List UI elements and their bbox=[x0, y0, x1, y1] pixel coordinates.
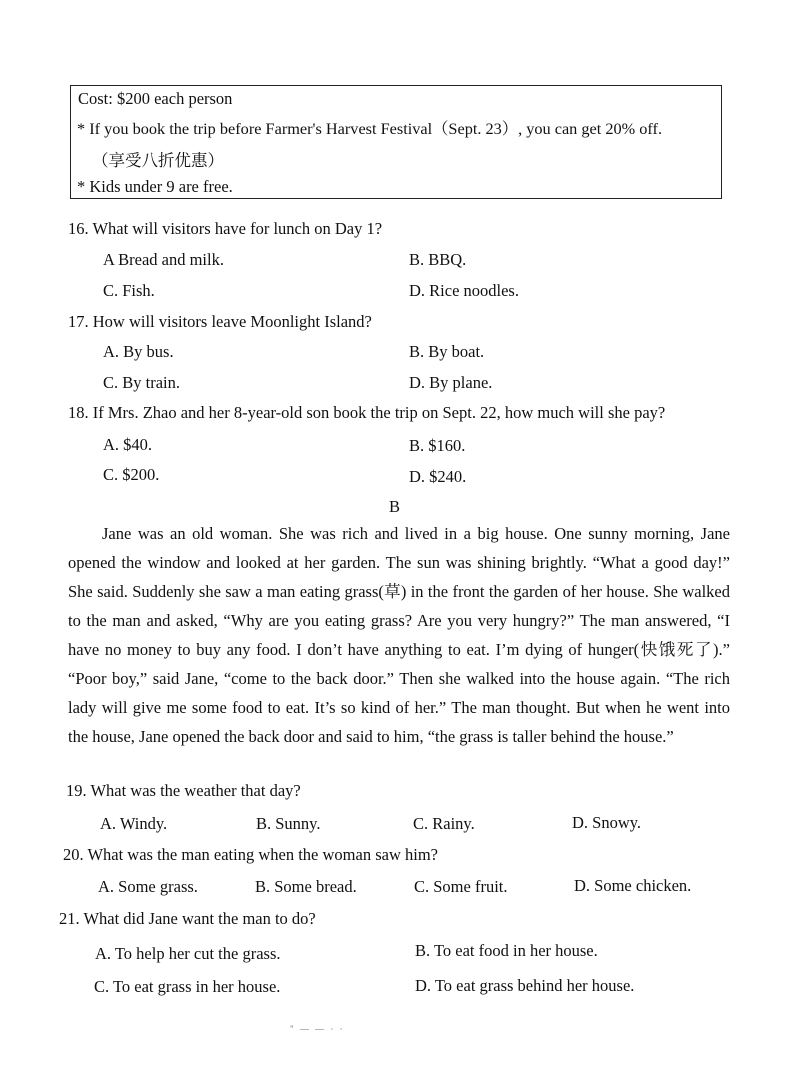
q20-option-a[interactable]: A. Some grass. bbox=[98, 877, 198, 896]
q18-option-d[interactable]: D. $240. bbox=[409, 467, 467, 486]
notice-discount: * If you book the trip before Farmer's Harvest Festival（Sept. 23）, you can get 20% off. bbox=[77, 119, 663, 138]
q18-option-c[interactable]: C. $200. bbox=[103, 465, 160, 484]
q16-option-d[interactable]: D. Rice noodles. bbox=[409, 281, 519, 300]
q21-option-a[interactable]: A. To help her cut the grass. bbox=[95, 944, 281, 963]
question-20: 20. What was the man eating when the woman saw him? bbox=[63, 845, 438, 864]
q16-option-c[interactable]: C. Fish. bbox=[103, 281, 155, 300]
q17-option-c[interactable]: C. By train. bbox=[103, 373, 180, 392]
q20-option-c[interactable]: C. Some fruit. bbox=[414, 877, 508, 896]
q16-option-b[interactable]: B. BBQ. bbox=[409, 250, 467, 269]
passage-text: Jane was an old woman. She was rich and lived in a big house. One sunny morning, Jane opened the window and looked at her garden. The sun was shining brightly. “What a good day!” She said. Suddenly she saw a man eating grass(草) in the front the garden of her house. She walked to the man and asked, “Why are you eating grass? Are you very hungry?” The man answered, “I have no money to buy any food. I don’t have anything to eat. I’m dying of hunger(快饿死了).” “Poor boy,” said Jane, “come to the back door.” Then she walked into the house again. “The rich lady will give me some food to eat. It’s so kind of her.” The man thought. But when he went into the house, Jane opened the back door and said to him, “the grass is taller behind the house.” bbox=[68, 524, 730, 746]
notice-cost: Cost: $200 each person bbox=[78, 89, 233, 108]
q21-option-c[interactable]: C. To eat grass in her house. bbox=[94, 977, 281, 996]
page-footer-mark: " — — · · bbox=[290, 1024, 345, 1034]
q18-option-b[interactable]: B. $160. bbox=[409, 436, 466, 455]
q19-option-a[interactable]: A. Windy. bbox=[100, 814, 168, 833]
q17-option-b[interactable]: B. By boat. bbox=[409, 342, 485, 361]
question-18: 18. If Mrs. Zhao and her 8-year-old son book the trip on Sept. 22, how much will she pay? bbox=[68, 403, 666, 422]
q19-option-c[interactable]: C. Rainy. bbox=[413, 814, 475, 833]
question-19: 19. What was the weather that day? bbox=[66, 781, 301, 800]
q17-option-d[interactable]: D. By plane. bbox=[409, 373, 493, 392]
q17-option-a[interactable]: A. By bus. bbox=[103, 342, 174, 361]
notice-kids: * Kids under 9 are free. bbox=[77, 177, 233, 196]
q19-option-d[interactable]: D. Snowy. bbox=[572, 813, 642, 832]
notice-discount-note: （享受八折优惠） bbox=[92, 151, 224, 170]
q20-option-d[interactable]: D. Some chicken. bbox=[574, 876, 692, 895]
question-17: 17. How will visitors leave Moonlight Island? bbox=[68, 312, 372, 331]
q18-option-a[interactable]: A. $40. bbox=[103, 435, 153, 454]
q16-option-a[interactable]: A Bread and milk. bbox=[103, 250, 224, 269]
q21-option-d[interactable]: D. To eat grass behind her house. bbox=[415, 976, 635, 995]
q20-option-b[interactable]: B. Some bread. bbox=[255, 877, 357, 896]
section-heading-b: B bbox=[389, 497, 401, 516]
question-21: 21. What did Jane want the man to do? bbox=[59, 909, 316, 928]
reading-passage bbox=[68, 519, 730, 751]
q19-option-b[interactable]: B. Sunny. bbox=[256, 814, 321, 833]
q21-option-b[interactable]: B. To eat food in her house. bbox=[415, 941, 598, 960]
question-16: 16. What will visitors have for lunch on Day 1? bbox=[68, 219, 383, 238]
